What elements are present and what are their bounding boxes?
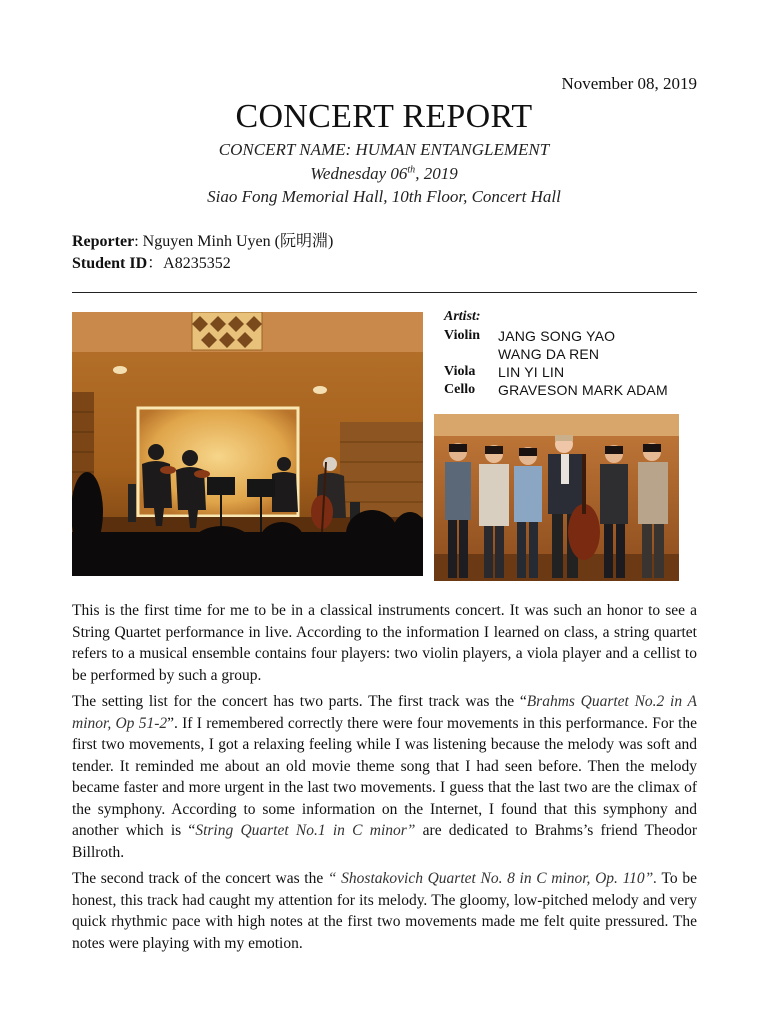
artist-name: GRAVESON MARK ADAM [498, 382, 668, 398]
track-title-shostakovich: “ Shostakovich Quartet No. 8 in C minor, Op. 110”. [327, 870, 658, 887]
student-id-line [72, 250, 231, 273]
instrument-violin: Violin [444, 328, 481, 343]
concert-day-suffix: th [407, 164, 416, 176]
concert-stage-photo [72, 312, 423, 576]
instrument-cello: Cello [444, 382, 476, 397]
student-id-sep: ： [147, 255, 164, 272]
artist-row [444, 363, 668, 381]
track-title-brahms: Brahms Quartet No.2 in A minor, Op 51-2 [72, 693, 697, 732]
concert-date [0, 164, 768, 184]
report-date: November 08, 2019 [561, 74, 697, 93]
concert-day: Wednesday 06 [310, 164, 408, 183]
concert-name: CONCERT NAME: HUMAN ENTANGLEMENT [218, 140, 550, 159]
student-id-value: A8235352 [163, 255, 231, 272]
page-title: CONCERT REPORT [235, 98, 533, 135]
artist-name: LIN YI LIN [498, 364, 565, 380]
reporter-sep: : [134, 233, 143, 250]
divider [72, 292, 697, 293]
student-id-label: Student ID [72, 255, 148, 272]
paragraph-1: This is the first time for me to be in a classical instruments concert. It was such an honor to see a String Quartet performance in live. According to the information I learned on class, a string quartet refers to a musical ensemble contains four players: two violin players, a viola player and a cellist to be performed by such a group. [72, 602, 697, 684]
track-title-string-quartet: String Quartet No.1 in C minor” [195, 822, 416, 839]
group-photo [434, 414, 679, 581]
artist-row [444, 327, 668, 345]
artist-row [444, 345, 668, 363]
paragraph-2: The setting list for the concert has two parts. The first track was the “Brahms Quartet No.2 in A minor, Op 51-2”. If I remembered correctly there were four movements in this performance. For the first two movements, I got a relaxing feeling while I was listening because the melody was soft and tender. It reminded me about an old movie theme song that I had seen before. Then the melody became faster and more urgent in the last two movements. I guess that the last two are the climax of the symphony. According to some information on the Internet, I found that this symphony and another which is “String Quartet No.1 in C minor” are dedicated to Brahms’s friend Theodor Billroth. [72, 693, 698, 861]
artist-heading: Artist: [444, 309, 481, 324]
concert-year: , 2019 [415, 164, 458, 183]
report-body [72, 600, 697, 959]
reporter-line [72, 228, 333, 251]
paragraph-3: The second track of the concert was the “ Shostakovich Quartet No. 8 in C minor, Op. 110”. To be honest, this track had caught my attention for its melody. The gloomy, low-pitched melody and very quick rhythmic pace with high notes at the first two movements made me felt quite pressured. The notes were playing with my emotion. [72, 870, 697, 952]
reporter-name: Nguyen Minh Uyen (阮明淵) [142, 233, 334, 250]
concert-venue: Siao Fong Memorial Hall, 10th Floor, Concert Hall [207, 187, 561, 206]
instrument-viola: Viola [444, 364, 476, 379]
reporter-label: Reporter [72, 233, 135, 250]
artist-list [444, 309, 668, 399]
artist-name: JANG SONG YAO [498, 328, 616, 344]
artist-name: WANG DA REN [498, 346, 600, 362]
artist-row [444, 381, 668, 399]
